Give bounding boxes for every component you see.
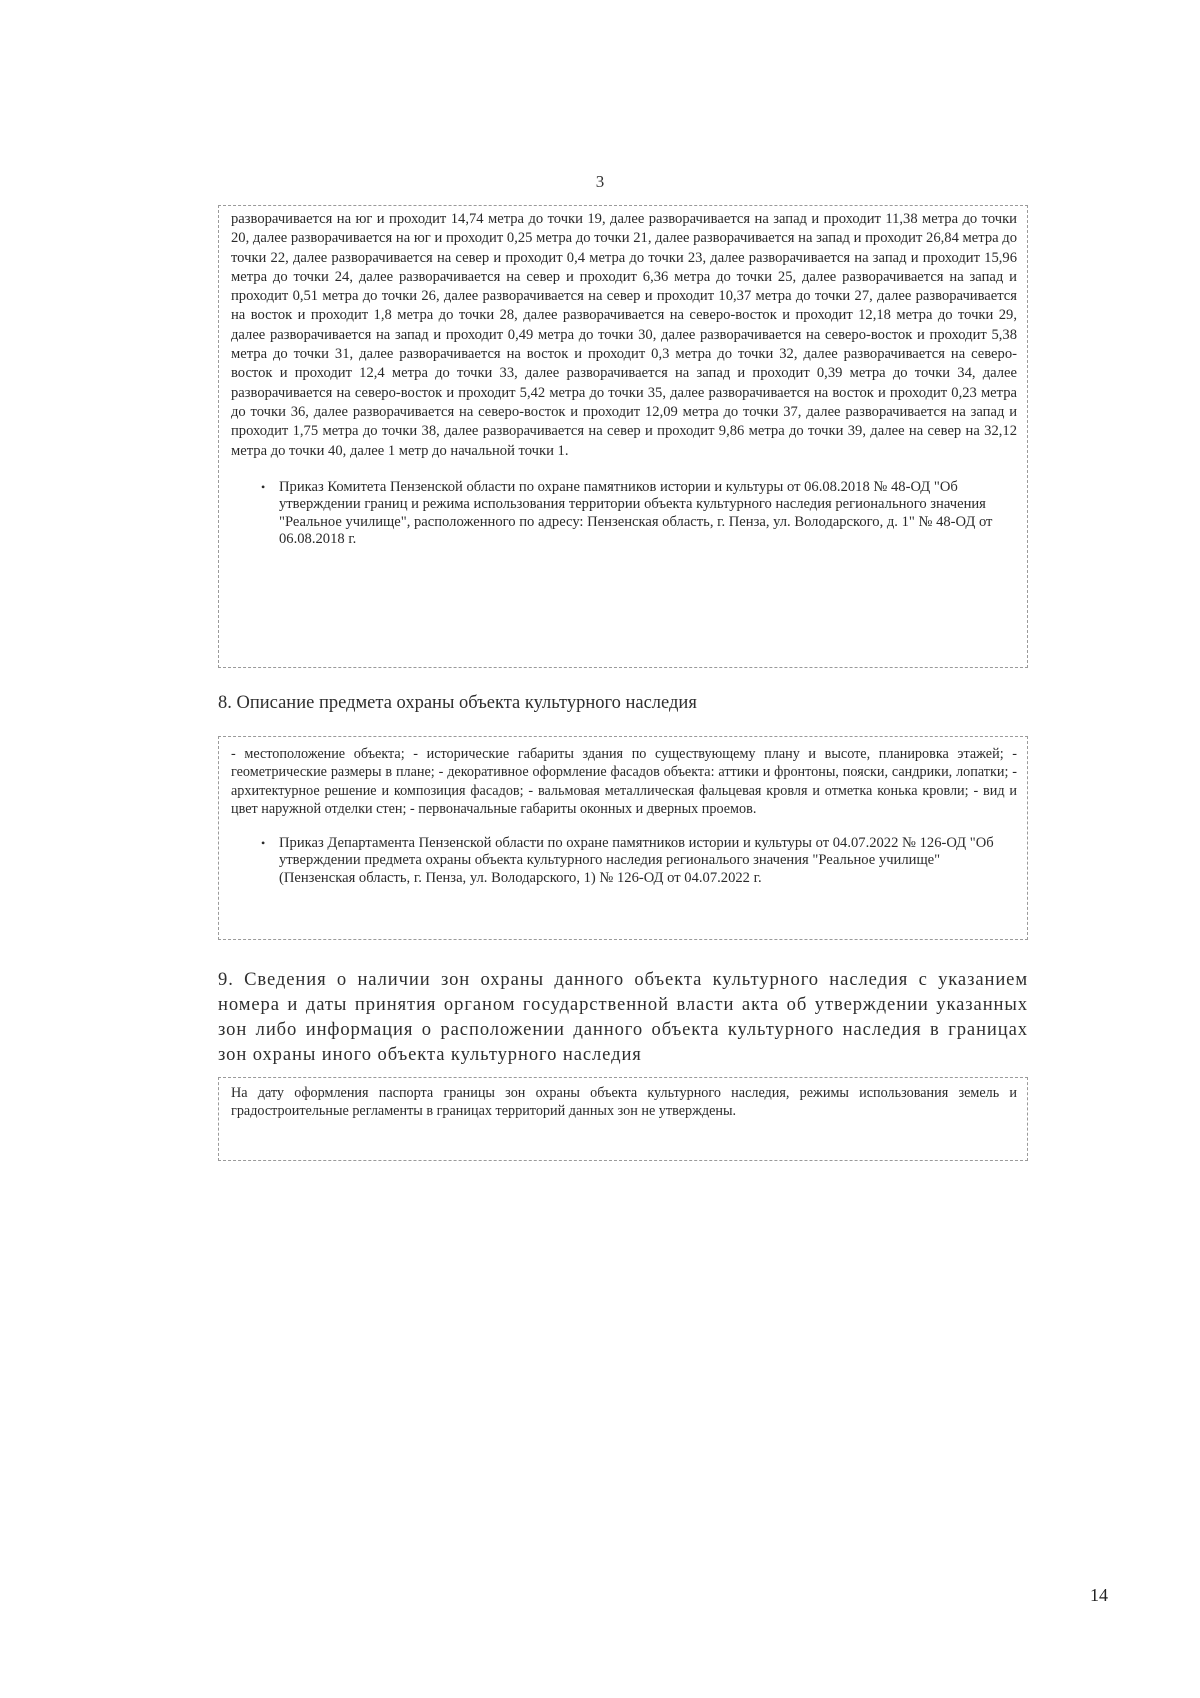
boundary-source-item (261, 479, 1017, 549)
page-number-top: 3 (595, 172, 605, 191)
section-8-heading: 8. Описание предмета охраны объекта культурного наследия (218, 693, 697, 713)
page-number-bottom: 14 (1090, 1585, 1108, 1605)
protection-subject-source-text: Приказ Департамента Пензенской области по охране памятников истории и культуры от 04.07.2022 № 126-ОД "Об утверждении предмета охраны объекта культурного наследия региональого значения "Реальное училище" (Пензенская область, г. Пенза, ул. Володарского, 1) № 126-ОД от 04.07.2022 г. (279, 834, 994, 886)
boundary-description-box (218, 205, 1028, 668)
protection-subject-source-item (261, 835, 1017, 888)
bullet-icon: • (261, 479, 266, 494)
protection-zones-text: На дату оформления паспорта границы зон охраны объекта культурного наследия, режимы использования земель и градостроительные регламенты в границах территорий данных зон не утверждены. (231, 1085, 1017, 1120)
protection-subject-box (218, 736, 1028, 940)
section-9-heading: 9. Сведения о наличии зон охраны данного объекта культурного наследия с указанием номера и даты принятия органом государственной власти акта об утверждении указанных зон либо информация о расположении данного объекта культурного наследия в границах зон охраны иного объекта культурного наследия (218, 969, 1028, 1065)
boundary-source-text: Приказ Комитета Пензенской области по охране памятников истории и культуры от 06.08.2018 № 48-ОД "Об утверждении границ и режима использования территории объекта культурного наследия регионального значения "Реальное училище", расположенного по адресу: Пензенская область, г. Пенза, ул. Володарского, д. 1" № 48-ОД от 06.08.2018 г. (279, 478, 993, 548)
bullet-icon: • (261, 835, 266, 850)
protection-subject-text: - местоположение объекта; - исторические габариты здания по существующему плану и высоте, планировка этажей; - геометрические размеры в плане; - декоративное оформление фасадов объекта: аттики и фронтоны, пояски, сандрики, лопатки; - архитектурное решение и композиция фасадов; - вальмовая металлическая фальцевая кровля и отметка конька кровли; - вид и цвет наружной отделки стен; - первоначальные габариты оконных и дверных проемов. (231, 746, 1017, 818)
protection-zones-box (218, 1077, 1028, 1161)
boundary-description-text: разворачивается на юг и проходит 14,74 метра до точки 19, далее разворачивается на запад и проходит 11,38 метра до точки 20, далее разворачивается на юг и проходит 0,25 метра до точки 21, далее разворачивается на запад и проходит 26,84 метра до точки 22, далее разворачивается на север и проходит 0,4 метра до точки 23, далее разворачивается на запад и проходит 15,96 метра до точки 24, далее разворачивается на север и проходит 6,36 метра до точки 25, далее разворачивается на запад и проходит 0,51 метра до точки 26, далее разворачивается на север и проходит 10,37 метра до точки 27, далее разворачивается на восток и проходит 1,8 метра до точки 28, далее разворачивается на северо-восток и проходит 12,18 метра до точки 29, далее разворачивается на запад и проходит 0,49 метра до точки 30, далее разворачивается на северо-восток и проходит 5,38 метра до точки 31, далее разворачивается на восток и проходит 0,3 метра до точки 32, далее разворачивается на северо-восток и проходит 12,4 метра до точки 33, далее разворачивается на запад и проходит 0,39 метра до точки 34, далее разворачивается на северо-восток и проходит 5,42 метра до точки 35, далее разворачивается на восток и проходит 0,23 метра до точки 36, далее разворачивается на северо-восток и проходит 12,09 метра до точки 37, далее разворачивается на запад и проходит 1,75 метра до точки 38, далее разворачивается на север и проходит 9,86 метра до точки 39, далее на север на 32,12 метра до точки 40, далее 1 метр до начальной точки 1. (231, 211, 1017, 459)
